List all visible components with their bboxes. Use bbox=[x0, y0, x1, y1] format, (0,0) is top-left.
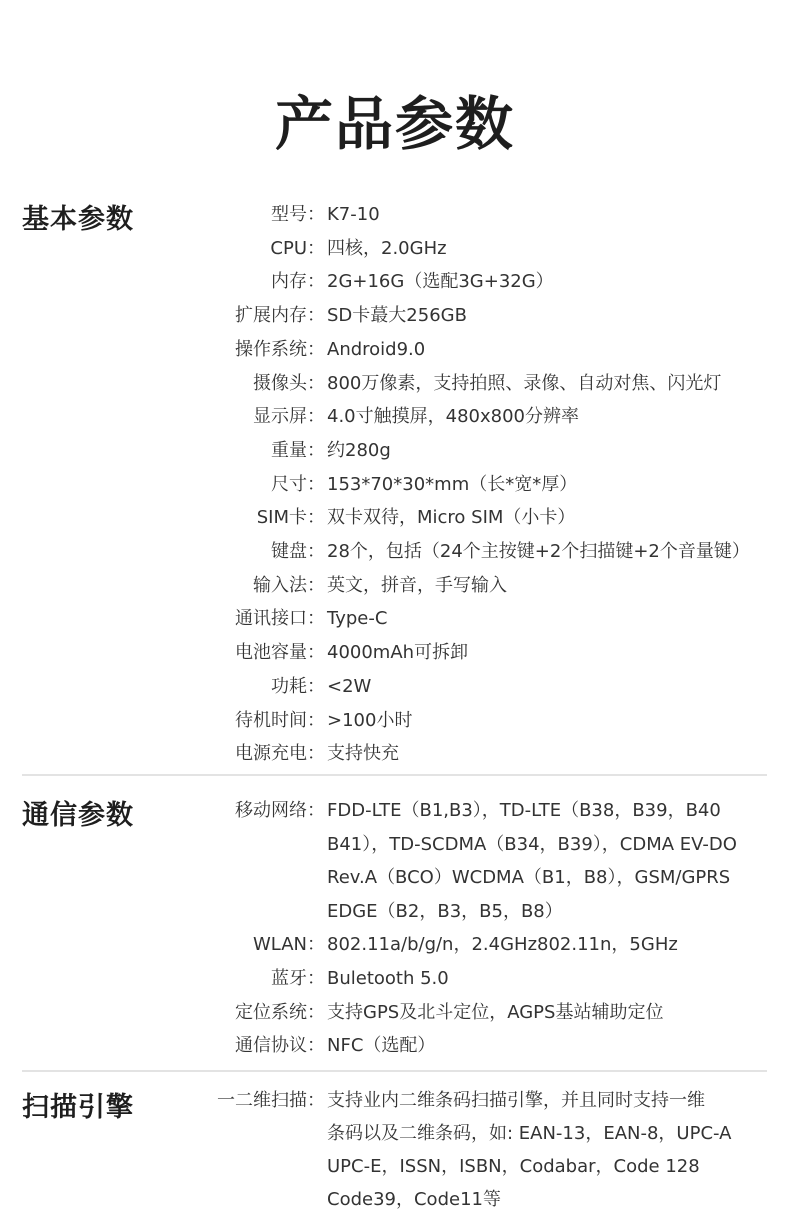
spec-label: 键盘： bbox=[271, 541, 325, 563]
spec-label: 待机时间： bbox=[235, 709, 325, 731]
spec-row bbox=[0, 299, 790, 333]
spec-value-line: FDD-LTE（B1,B3），TD-LTE（B38，B39，B40 bbox=[327, 800, 721, 821]
spec-list bbox=[0, 198, 790, 771]
spec-label: 定位系统： bbox=[235, 1001, 325, 1023]
spec-row bbox=[0, 1029, 790, 1063]
spec-value bbox=[325, 468, 772, 502]
spec-row bbox=[0, 928, 790, 962]
spec-value bbox=[325, 400, 772, 434]
spec-row bbox=[0, 704, 790, 738]
page-title: 产品参数 bbox=[274, 90, 515, 158]
spec-value bbox=[325, 569, 772, 603]
spec-value bbox=[325, 670, 772, 704]
spec-value-line: 4000mAh可拆卸 bbox=[327, 642, 469, 664]
spec-value-line: 英文，拼音，手写输入 bbox=[327, 574, 507, 596]
spec-value-line: Type-C bbox=[327, 608, 388, 630]
spec-value bbox=[325, 501, 772, 535]
spec-value-line: UPC-E，ISSN，ISBN，Codabar，Code 128 bbox=[327, 1156, 700, 1177]
spec-value-line: 28个，包括（24个主按键+2个扫描键+2个音量键） bbox=[327, 541, 750, 563]
section-title-basic: 基本参数 bbox=[22, 204, 134, 235]
spec-label: 通讯接口： bbox=[235, 608, 325, 630]
spec-value bbox=[325, 265, 772, 299]
spec-value-line: 支持业内二维条码扫描引擎，并且同时支持一维 bbox=[327, 1090, 705, 1111]
spec-value-line: >100小时 bbox=[327, 709, 413, 731]
spec-value-line: B41），TD-SCDMA（B34，B39），CDMA EV-DO bbox=[327, 833, 737, 855]
spec-value bbox=[325, 737, 772, 771]
spec-list bbox=[0, 794, 790, 1063]
spec-value bbox=[325, 636, 772, 670]
spec-label: 功耗： bbox=[271, 675, 325, 697]
spec-label: 重量： bbox=[271, 439, 325, 461]
spec-row bbox=[0, 569, 790, 603]
spec-value-line: 四核，2.0GHz bbox=[327, 237, 447, 259]
spec-value bbox=[325, 434, 772, 468]
spec-label: 一二维扫描： bbox=[217, 1090, 325, 1111]
spec-row bbox=[0, 333, 790, 367]
spec-row bbox=[0, 367, 790, 401]
spec-value-line: 条码以及二维条码，如: EAN-13，EAN-8，UPC-A bbox=[327, 1123, 732, 1144]
spec-value-line: Code39，Code11等 bbox=[327, 1189, 501, 1210]
spec-label: WLAN： bbox=[252, 934, 325, 956]
spec-value-line: K7-10 bbox=[327, 204, 380, 225]
spec-label: SIM卡： bbox=[256, 507, 325, 529]
spec-value bbox=[325, 198, 772, 232]
spec-value-line: 802.11a/b/g/n，2.4GHz802.11n，5GHz bbox=[327, 934, 678, 956]
spec-label: 显示屏： bbox=[253, 406, 325, 428]
spec-label: 尺寸： bbox=[271, 473, 325, 495]
spec-label: 扩展内存： bbox=[235, 305, 325, 327]
spec-value-line: SD卡蕞大256GB bbox=[327, 305, 467, 327]
spec-value bbox=[325, 535, 772, 569]
spec-value bbox=[325, 704, 772, 738]
spec-value-line: NFC（选配） bbox=[327, 1035, 436, 1057]
spec-label: 蓝牙： bbox=[271, 967, 325, 989]
spec-value-line: 800万像素，支持拍照、录像、自动对焦、闪光灯 bbox=[327, 372, 722, 394]
spec-value-line: <2W bbox=[327, 675, 372, 697]
spec-value bbox=[325, 367, 772, 401]
section-title-comm: 通信参数 bbox=[22, 800, 134, 831]
spec-value bbox=[325, 602, 772, 636]
spec-row bbox=[0, 535, 790, 569]
spec-label: 移动网络： bbox=[235, 800, 325, 821]
spec-value bbox=[325, 299, 772, 333]
spec-value-line: Buletooth 5.0 bbox=[327, 967, 449, 989]
spec-label: 电源充电： bbox=[235, 743, 325, 765]
spec-row bbox=[0, 996, 790, 1030]
spec-value-line: 双卡双待，Micro SIM（小卡） bbox=[327, 507, 576, 529]
spec-row bbox=[0, 962, 790, 996]
basic-params-section bbox=[0, 198, 790, 771]
spec-label: 内存： bbox=[271, 271, 325, 293]
section-title-scan: 扫描引擎 bbox=[22, 1092, 134, 1123]
spec-row bbox=[0, 434, 790, 468]
spec-value bbox=[325, 928, 772, 962]
spec-label: 摄像头： bbox=[253, 372, 325, 394]
spec-label: 电池容量： bbox=[235, 642, 325, 664]
spec-value-line: Rev.A（BCO）WCDMA（B1，B8），GSM/GPRS bbox=[327, 867, 731, 889]
comm-params-section bbox=[0, 794, 790, 1063]
spec-value-line: 4.0寸触摸屏，480x800分辨率 bbox=[327, 406, 579, 428]
spec-row bbox=[0, 670, 790, 704]
scan-engine-section bbox=[0, 1084, 790, 1216]
spec-value-line: 153*70*30*mm（长*宽*厚） bbox=[327, 473, 578, 495]
spec-row bbox=[0, 636, 790, 670]
spec-value bbox=[325, 232, 772, 266]
spec-value-line: 支持快充 bbox=[327, 743, 399, 765]
spec-label: 型号： bbox=[271, 204, 325, 225]
spec-value bbox=[325, 1029, 772, 1063]
spec-row bbox=[0, 602, 790, 636]
spec-value-line: Android9.0 bbox=[327, 338, 426, 360]
spec-label: 通信协议： bbox=[235, 1035, 325, 1057]
spec-label: CPU： bbox=[270, 237, 325, 259]
spec-value bbox=[325, 962, 772, 996]
spec-row bbox=[0, 265, 790, 299]
spec-row bbox=[0, 468, 790, 502]
spec-value-line: EDGE（B2，B3，B5，B8） bbox=[327, 900, 563, 922]
spec-value bbox=[325, 1084, 772, 1216]
spec-value-line: 约280g bbox=[327, 439, 391, 461]
spec-value bbox=[325, 996, 772, 1030]
spec-row bbox=[0, 400, 790, 434]
spec-row bbox=[0, 737, 790, 771]
spec-label: 输入法： bbox=[253, 574, 325, 596]
spec-value-line: 2G+16G（选配3G+32G） bbox=[327, 271, 554, 293]
spec-value-line: 支持GPS及北斗定位，AGPS基站辅助定位 bbox=[327, 1001, 664, 1023]
spec-row bbox=[0, 501, 790, 535]
spec-label: 操作系统： bbox=[235, 338, 325, 360]
section-divider bbox=[22, 774, 767, 776]
section-divider bbox=[22, 1070, 767, 1072]
spec-value bbox=[325, 794, 772, 928]
spec-value bbox=[325, 333, 772, 367]
